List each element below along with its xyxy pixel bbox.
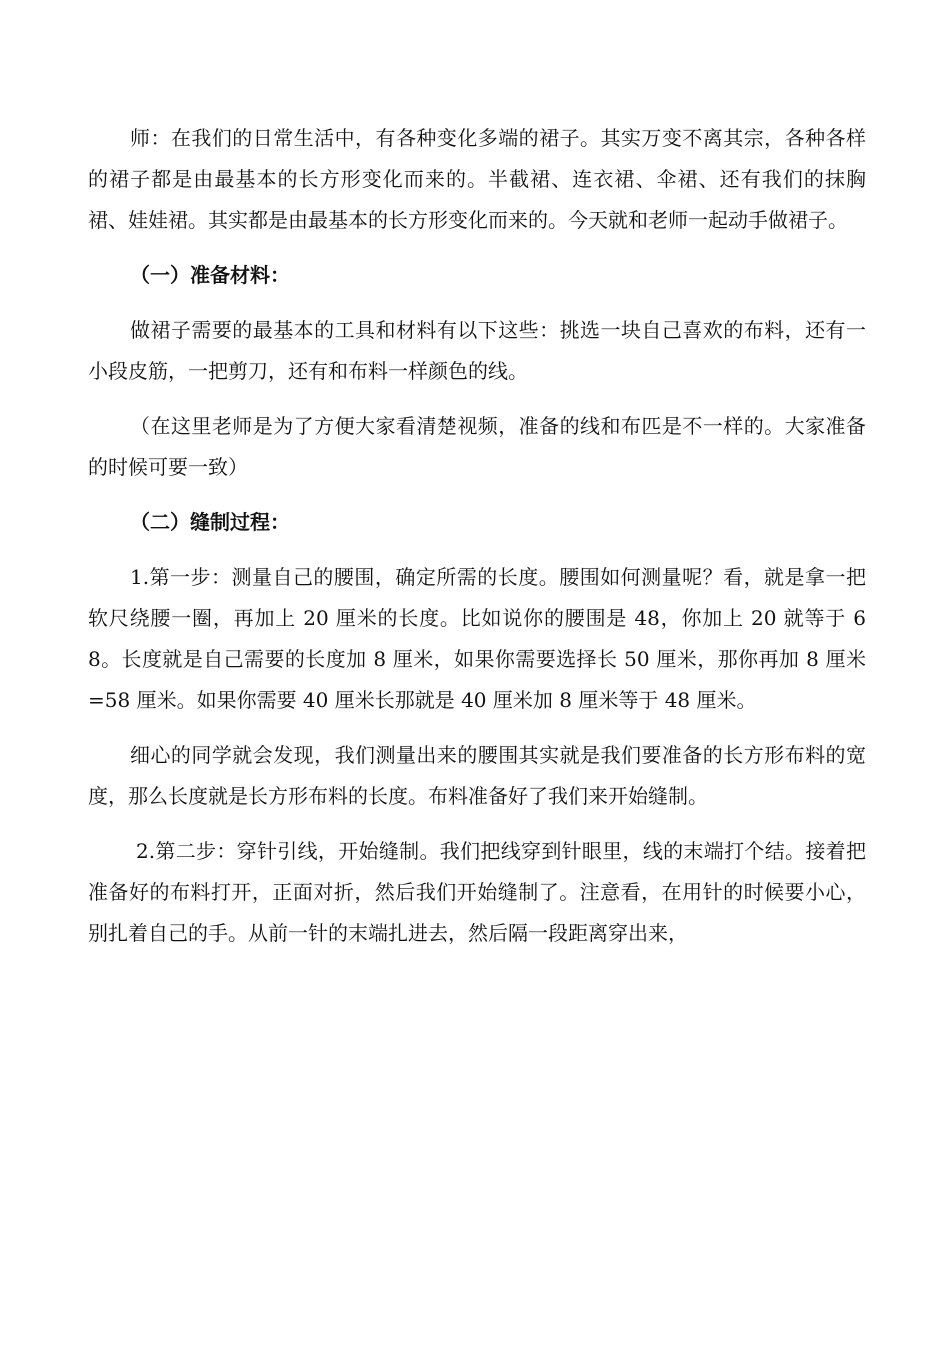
paragraph-step-2: 2.第二步：穿针引线，开始缝制。我们把线穿到针眼里，线的末端打个结。接着把准备好的布料打开，正面对折，然后我们开始缝制了。注意看，在用针的时候要小心，别扎着自己的手。从前一针的末端扎进去，然后隔一段距离穿出来， [88,839,866,945]
paragraph-intro: 师：在我们的日常生活中，有各种变化多端的裙子。其实万变不离其宗，各种各样的裙子都是由最基本的长方形变化而来的。半截裙、连衣裙、伞裙、还有我们的抹胸裙、娃娃裙。其实都是由最基本的长方形变化而来的。今天就和老师一起动手做裙子。 [88,126,866,232]
paragraph-note: （在这里老师是为了方便大家看清楚视频，准备的线和布匹是不一样的。大家准备的时候可要一致） [88,414,866,479]
section-heading-process: （二）缝制过程： [130,510,290,534]
document-page [88,118,866,968]
paragraph-step-1: 1.第一步：测量自己的腰围，确定所需的长度。腰围如何测量呢？看，就是拿一把软尺绕腰一圈，再加上 20 厘米的长度。比如说你的腰围是 48，你加上 20 就等于 68。长度就是自己需要的长度加 8 厘米，如果你需要选择长 50 厘米，那你再加 8 厘米=58 厘米。如果你需要 40 厘米长那就是 40 厘米加 8 厘米等于 48 厘米。 [88,565,866,712]
section-heading-materials: （一）准备材料： [130,263,290,287]
paragraph-materials: 做裙子需要的最基本的工具和材料有以下这些：挑选一块自己喜欢的布料，还有一小段皮筋，一把剪刀，还有和布料一样颜色的线。 [88,318,866,383]
paragraph-observation: 细心的同学就会发现，我们测量出来的腰围其实就是我们要准备的长方形布料的宽度，那么长度就是长方形布料的长度。布料准备好了我们来开始缝制。 [88,743,866,808]
